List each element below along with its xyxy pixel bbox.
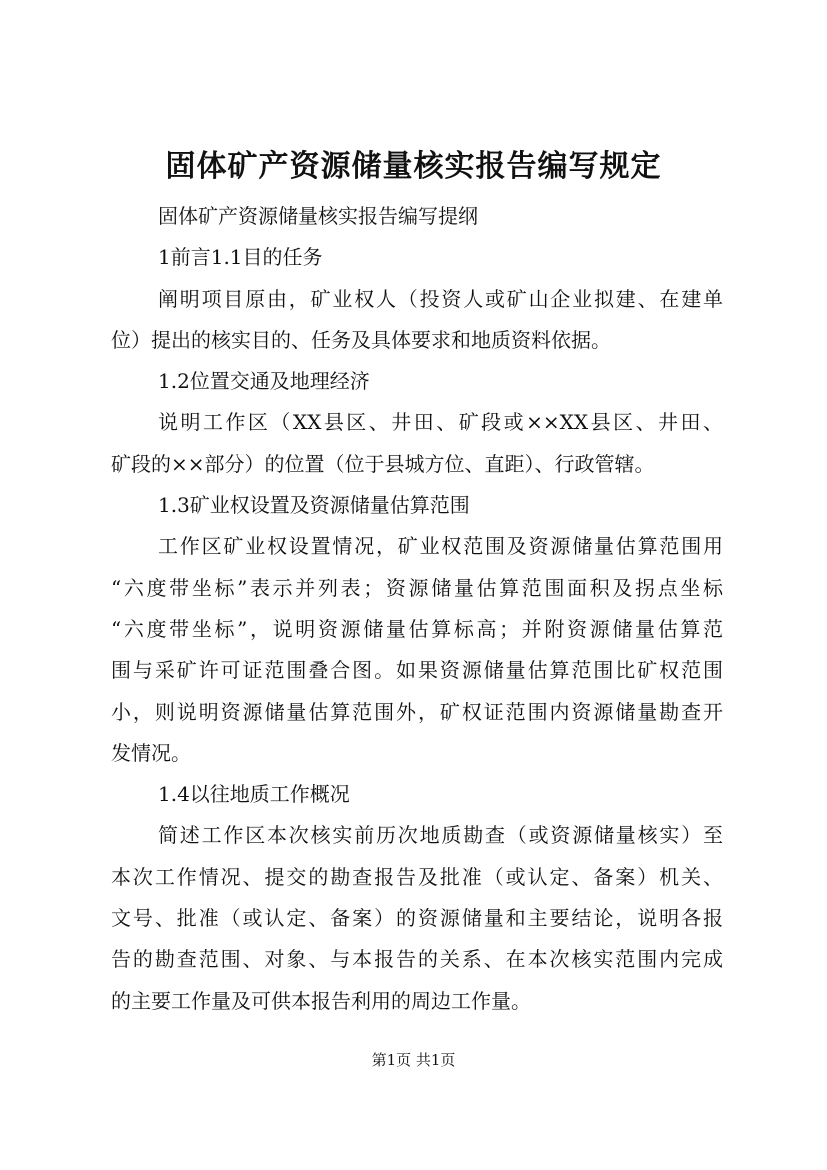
paragraph-line: 发情况。	[111, 740, 191, 765]
section-heading: 1.4以往地质工作概况	[158, 782, 350, 807]
paragraph-line: 围与采矿许可证范围叠合图。如果资源储量估算范围比矿权范围	[111, 658, 723, 683]
paragraph-line: “六度带坐标”，说明资源储量估算标高；并附资源储量估算范	[111, 616, 723, 641]
paragraph-line: 工作区矿业权设置情况，矿业权范围及资源储量估算范围用	[158, 534, 723, 559]
section-paragraph	[111, 815, 723, 1021]
paragraph-line: 小，则说明资源储量估算范围外，矿权证范围内资源储量勘查开	[111, 699, 723, 724]
section-paragraph	[111, 279, 723, 362]
paragraph-line: 的主要工作量及可供本报告利用的周边工作量。	[111, 988, 531, 1013]
document-body	[111, 196, 723, 1022]
section-heading: 1.3矿业权设置及资源储量估算范围	[158, 493, 470, 518]
paragraph-line: 阐明项目原由，矿业权人（投资人或矿山企业拟建、在建单	[158, 286, 723, 311]
paragraph-line: 位）提出的核实目的、任务及具体要求和地质资料依据。	[111, 327, 611, 352]
paragraph-line: “六度带坐标”表示并列表；资源储量估算范围面积及拐点坐标	[111, 575, 723, 600]
section-paragraph	[111, 526, 723, 774]
paragraph-line: 告的勘查范围、对象、与本报告的关系、在本次核实范围内完成	[111, 947, 723, 972]
paragraph-line: 简述工作区本次核实前历次地质勘查（或资源储量核实）至	[158, 823, 723, 848]
paragraph-line: 说明工作区（XX县区、井田、矿段或××XX县区、井田、	[158, 410, 723, 435]
document-title: 固体矿产资源储量核实报告编写规定	[165, 149, 662, 184]
paragraph-line: 文号、批准（或认定、备案）的资源储量和主要结论，说明各报	[111, 906, 723, 931]
section-heading: 1前言1.1目的任务	[158, 245, 323, 270]
paragraph-line: 矿段的××部分）的位置（位于县城方位、直距）、行政管辖。	[111, 451, 655, 476]
paragraph-line: 本次工作情况、提交的勘查报告及批准（或认定、备案）机关、	[111, 864, 723, 889]
outline-subtitle: 固体矿产资源储量核实报告编写提纲	[158, 204, 478, 228]
page-footer: 第1页 共1页	[371, 1051, 456, 1069]
section-heading: 1.2位置交通及地理经济	[158, 369, 370, 394]
section-paragraph	[111, 402, 723, 485]
